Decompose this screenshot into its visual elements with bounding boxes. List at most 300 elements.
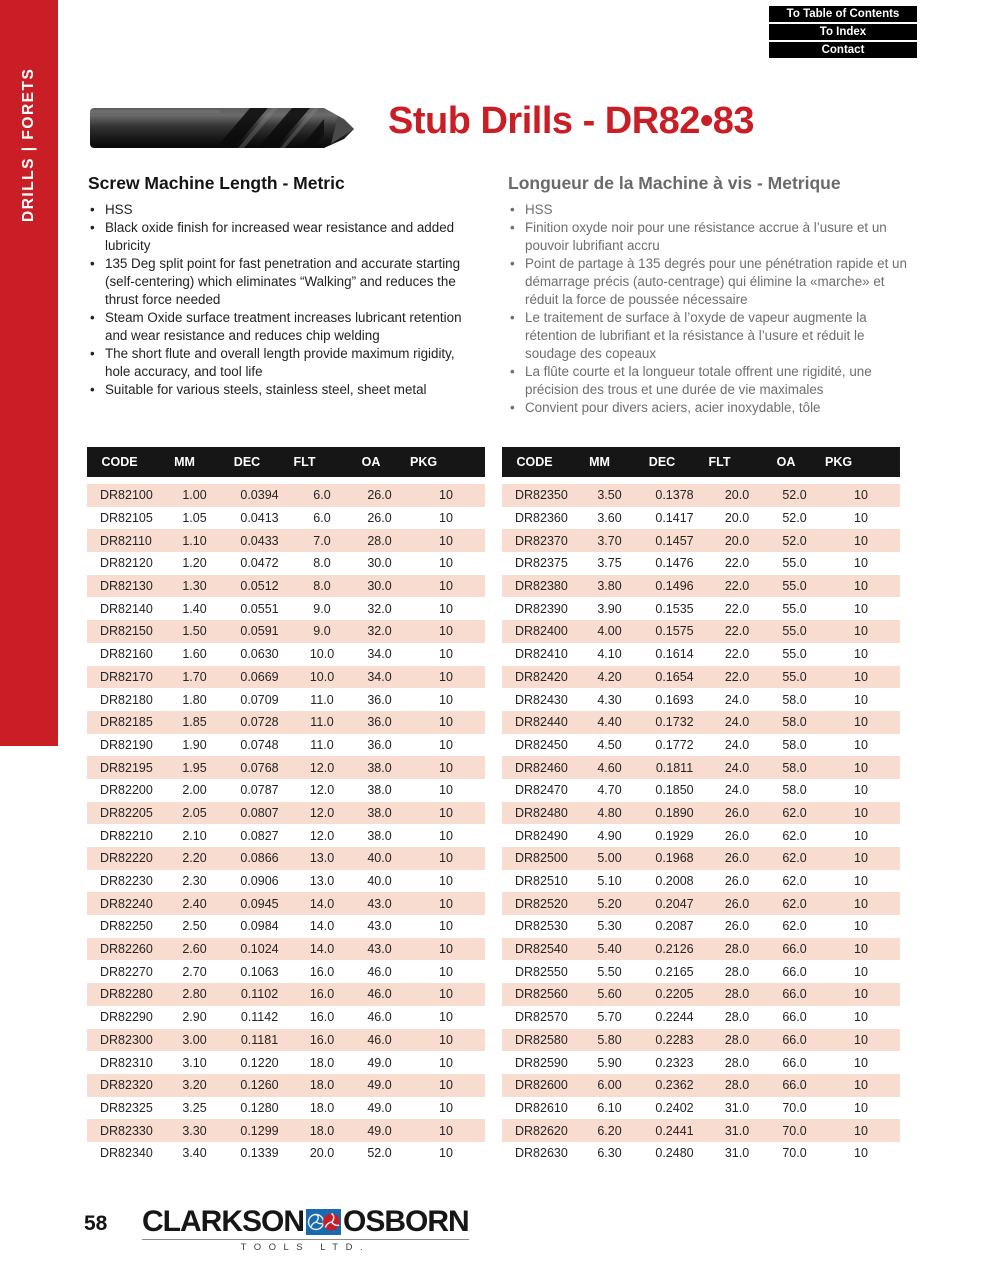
cell-mm: 1.30: [182, 579, 207, 594]
cell-pkg: 10: [439, 828, 453, 843]
cell-flt: 22.0: [724, 579, 750, 594]
cell-oa: 62.0: [782, 874, 807, 889]
cell-pkg: 10: [854, 533, 868, 548]
cell-flt: 20.0: [724, 533, 750, 548]
cell-pkg: 10: [439, 692, 453, 707]
table-body: [502, 484, 900, 1165]
cell-code: DR82500: [515, 851, 568, 866]
cell-mm: 3.40: [182, 1146, 207, 1161]
cell-code: DR82325: [100, 1100, 153, 1115]
cell-code: DR82120: [100, 556, 153, 571]
cell-flt: 22.0: [724, 669, 750, 684]
cell-oa: 46.0: [367, 964, 392, 979]
cell-pkg: 10: [439, 1146, 453, 1161]
table-row: [87, 734, 485, 757]
cell-flt: 24.0: [724, 692, 750, 707]
feature-item: • Point de partage à 135 degrés pour une pénétration rapide et un démarrage précis (auto-centrage) qui élimine la «marche» et réduit la force de poussée nécessaire: [508, 255, 912, 309]
cell-code: DR82140: [100, 601, 153, 616]
cell-code: DR82250: [100, 919, 153, 934]
cell-dec: 0.2480: [655, 1146, 694, 1161]
cell-mm: 3.20: [182, 1078, 207, 1093]
cell-flt: 24.0: [724, 783, 750, 798]
cell-dec: 0.0630: [240, 647, 279, 662]
feature-list-english: [88, 201, 470, 399]
table-row: [87, 1051, 485, 1074]
feature-item: • HSS: [508, 201, 912, 219]
cell-flt: 8.0: [313, 556, 331, 571]
cell-dec: 0.1772: [655, 737, 694, 752]
cell-flt: 20.0: [724, 488, 750, 503]
cell-oa: 46.0: [367, 987, 392, 1002]
cell-pkg: 10: [854, 556, 868, 571]
nav-buttons: [769, 6, 917, 58]
product-table-left: [87, 447, 485, 1165]
cell-pkg: 10: [439, 1010, 453, 1025]
cell-code: DR82380: [515, 579, 568, 594]
table-row: [87, 892, 485, 915]
table-row: [502, 847, 900, 870]
cell-pkg: 10: [439, 805, 453, 820]
cell-flt: 24.0: [724, 715, 750, 730]
cell-oa: 34.0: [367, 647, 392, 662]
cell-code: DR82205: [100, 805, 153, 820]
cell-pkg: 10: [854, 783, 868, 798]
cell-pkg: 10: [854, 1055, 868, 1070]
cell-dec: 0.0669: [240, 669, 279, 684]
cell-flt: 18.0: [309, 1100, 335, 1115]
cell-pkg: 10: [439, 760, 453, 775]
cell-flt: 24.0: [724, 760, 750, 775]
table-row: [87, 643, 485, 666]
cell-pkg: 10: [439, 556, 453, 571]
cell-mm: 2.05: [182, 805, 207, 820]
cell-mm: 4.50: [597, 737, 622, 752]
cell-flt: 12.0: [309, 828, 335, 843]
cell-oa: 58.0: [782, 692, 807, 707]
cell-mm: 4.80: [597, 805, 622, 820]
cell-dec: 0.0591: [240, 624, 279, 639]
cell-dec: 0.2126: [655, 942, 694, 957]
cell-mm: 4.10: [597, 647, 622, 662]
cell-pkg: 10: [854, 1123, 868, 1138]
cell-oa: 55.0: [782, 579, 807, 594]
cell-oa: 70.0: [782, 1123, 807, 1138]
cell-oa: 34.0: [367, 669, 392, 684]
cell-flt: 26.0: [724, 896, 750, 911]
cell-code: DR82100: [100, 488, 153, 503]
table-row: [502, 1119, 900, 1142]
cell-oa: 52.0: [782, 511, 807, 526]
cell-oa: 43.0: [367, 896, 392, 911]
cell-code: DR82320: [100, 1078, 153, 1093]
table-row: [87, 484, 485, 507]
cell-code: DR82105: [100, 511, 153, 526]
cell-mm: 4.90: [597, 828, 622, 843]
cell-mm: 5.80: [597, 1032, 622, 1047]
cell-flt: 9.0: [313, 601, 331, 616]
table-header-cell: DEC: [233, 455, 261, 469]
cell-mm: 5.90: [597, 1055, 622, 1070]
cell-flt: 28.0: [724, 1055, 750, 1070]
table-row: [87, 1097, 485, 1120]
cell-code: DR82480: [515, 805, 568, 820]
cell-oa: 55.0: [782, 647, 807, 662]
cell-code: DR82350: [515, 488, 568, 503]
clarkson-osborn-cutter-logo-icon: [306, 1209, 341, 1235]
cell-pkg: 10: [854, 1078, 868, 1093]
cell-code: DR82190: [100, 737, 153, 752]
cell-code: DR82375: [515, 556, 568, 571]
cell-dec: 0.1654: [655, 669, 694, 684]
cell-dec: 0.1280: [240, 1100, 279, 1115]
cell-code: DR82450: [515, 737, 568, 752]
cell-code: DR82540: [515, 942, 568, 957]
cell-mm: 4.00: [597, 624, 622, 639]
cell-flt: 16.0: [309, 1032, 335, 1047]
cell-mm: 5.40: [597, 942, 622, 957]
cell-mm: 5.30: [597, 919, 622, 934]
cell-mm: 2.60: [182, 942, 207, 957]
cell-oa: 43.0: [367, 942, 392, 957]
cell-code: DR82230: [100, 874, 153, 889]
cell-mm: 2.90: [182, 1010, 207, 1025]
cell-mm: 5.10: [597, 874, 622, 889]
cell-mm: 5.20: [597, 896, 622, 911]
cell-pkg: 10: [854, 488, 868, 503]
cell-dec: 0.1575: [655, 624, 694, 639]
cell-oa: 66.0: [782, 1055, 807, 1070]
feature-item: • Convient pour divers aciers, acier inoxydable, tôle: [508, 399, 912, 417]
cell-pkg: 10: [854, 647, 868, 662]
cell-oa: 55.0: [782, 624, 807, 639]
table-header-cell: MM: [174, 455, 195, 469]
table-row: [87, 756, 485, 779]
cell-mm: 6.10: [597, 1100, 622, 1115]
cell-oa: 38.0: [367, 760, 392, 775]
cell-dec: 0.0709: [240, 692, 279, 707]
cell-dec: 0.2165: [655, 964, 694, 979]
cell-oa: 32.0: [367, 601, 392, 616]
cell-dec: 0.1929: [655, 828, 694, 843]
stub-drill-photo: [88, 95, 360, 157]
table-row: [87, 1074, 485, 1097]
cell-mm: 6.00: [597, 1078, 622, 1093]
cell-flt: 9.0: [313, 624, 331, 639]
cell-flt: 12.0: [309, 760, 335, 775]
cell-dec: 0.1732: [655, 715, 694, 730]
cell-flt: 20.0: [724, 511, 750, 526]
section-heading-english: Screw Machine Length - Metric: [88, 173, 345, 193]
cell-flt: 11.0: [310, 692, 334, 707]
table-header-cell: OA: [776, 455, 796, 469]
cell-code: DR82560: [515, 987, 568, 1002]
cell-dec: 0.2362: [655, 1078, 694, 1093]
cell-pkg: 10: [854, 964, 868, 979]
table-row: [502, 688, 900, 711]
cell-pkg: 10: [439, 783, 453, 798]
cell-code: DR82470: [515, 783, 568, 798]
cell-mm: 3.30: [182, 1123, 207, 1138]
cell-code: DR82440: [515, 715, 568, 730]
cell-pkg: 10: [439, 1100, 453, 1115]
cell-dec: 0.2323: [655, 1055, 694, 1070]
cell-mm: 1.40: [182, 601, 207, 616]
cell-mm: 3.00: [182, 1032, 207, 1047]
cell-mm: 1.60: [182, 647, 207, 662]
cell-oa: 58.0: [782, 783, 807, 798]
cell-flt: 28.0: [724, 942, 750, 957]
cell-pkg: 10: [854, 805, 868, 820]
cell-code: DR82260: [100, 942, 153, 957]
cell-oa: 62.0: [782, 851, 807, 866]
cell-flt: 22.0: [724, 556, 750, 571]
cell-pkg: 10: [854, 1010, 868, 1025]
cell-pkg: 10: [854, 692, 868, 707]
brand-name-osborn: OSBORN: [343, 1205, 469, 1238]
cell-pkg: 10: [854, 1032, 868, 1047]
cell-code: DR82420: [515, 669, 568, 684]
cell-oa: 36.0: [367, 715, 392, 730]
cell-flt: 31.0: [724, 1123, 750, 1138]
cell-pkg: 10: [439, 942, 453, 957]
table-row: [502, 756, 900, 779]
table-header-cell: MM: [589, 455, 610, 469]
nav-button[interactable]: To Index: [769, 24, 917, 40]
cell-oa: 49.0: [367, 1055, 392, 1070]
cell-oa: 26.0: [367, 511, 392, 526]
cell-dec: 0.1457: [655, 533, 694, 548]
table-row: [87, 552, 485, 575]
table-row: [87, 666, 485, 689]
cell-mm: 3.10: [182, 1055, 207, 1070]
feature-item: • Finition oxyde noir pour une résistance accrue à l’usure et un pouvoir lubrifiant accru: [508, 219, 912, 255]
cell-code: DR82160: [100, 647, 153, 662]
feature-item: • La flûte courte et la longueur totale offrent une rigidité, une précision des trous et une durée de vie maximales: [508, 363, 912, 399]
cell-pkg: 10: [439, 987, 453, 1002]
cell-oa: 66.0: [782, 1032, 807, 1047]
cell-dec: 0.1693: [655, 692, 694, 707]
brand-name-clarkson: CLARKSON: [142, 1205, 304, 1238]
cell-dec: 0.0512: [240, 579, 279, 594]
nav-button[interactable]: To Table of Contents: [769, 6, 917, 22]
cell-oa: 66.0: [782, 1078, 807, 1093]
cell-dec: 0.1024: [240, 942, 279, 957]
cell-oa: 58.0: [782, 737, 807, 752]
table-row: [87, 802, 485, 825]
cell-code: DR82170: [100, 669, 153, 684]
cell-pkg: 10: [439, 874, 453, 889]
cell-oa: 43.0: [367, 919, 392, 934]
cell-oa: 46.0: [367, 1010, 392, 1025]
nav-button[interactable]: Contact: [769, 42, 917, 58]
cell-oa: 52.0: [782, 533, 807, 548]
table-header-row: [87, 447, 485, 477]
cell-dec: 0.2205: [655, 987, 694, 1002]
cell-dec: 0.0827: [240, 828, 279, 843]
feature-item: • HSS: [88, 201, 470, 219]
table-row: [502, 575, 900, 598]
table-row: [87, 529, 485, 552]
cell-mm: 4.40: [597, 715, 622, 730]
cell-mm: 2.80: [182, 987, 207, 1002]
cell-pkg: 10: [854, 511, 868, 526]
cell-code: DR82360: [515, 511, 568, 526]
cell-mm: 1.50: [182, 624, 207, 639]
cell-mm: 2.30: [182, 874, 207, 889]
cell-pkg: 10: [439, 851, 453, 866]
cell-pkg: 10: [439, 896, 453, 911]
cell-pkg: 10: [439, 964, 453, 979]
cell-code: DR82340: [100, 1146, 153, 1161]
cell-pkg: 10: [854, 919, 868, 934]
cell-mm: 5.70: [597, 1010, 622, 1025]
sidebar-category-label: DRILLS | FORETS: [20, 67, 37, 223]
table-row: [87, 507, 485, 530]
cell-mm: 1.10: [182, 533, 207, 548]
cell-mm: 2.20: [182, 851, 207, 866]
brand-logo: [142, 1205, 469, 1253]
cell-dec: 0.1535: [655, 601, 694, 616]
cell-flt: 26.0: [724, 874, 750, 889]
cell-oa: 38.0: [367, 805, 392, 820]
cell-flt: 11.0: [310, 737, 334, 752]
cell-dec: 0.1339: [240, 1146, 279, 1161]
cell-flt: 28.0: [724, 1010, 750, 1025]
cell-oa: 49.0: [367, 1078, 392, 1093]
table-row: [502, 938, 900, 961]
cell-oa: 66.0: [782, 942, 807, 957]
table-row: [87, 915, 485, 938]
table-row: [502, 711, 900, 734]
cell-oa: 62.0: [782, 828, 807, 843]
cell-flt: 22.0: [724, 624, 750, 639]
cell-pkg: 10: [854, 579, 868, 594]
cell-dec: 0.0768: [240, 760, 279, 775]
cell-pkg: 10: [854, 601, 868, 616]
cell-code: DR82400: [515, 624, 568, 639]
cell-oa: 52.0: [782, 488, 807, 503]
cell-mm: 2.10: [182, 828, 207, 843]
cell-pkg: 10: [439, 488, 453, 503]
cell-mm: 3.90: [597, 601, 622, 616]
cell-oa: 62.0: [782, 805, 807, 820]
table-row: [502, 1006, 900, 1029]
table-row: [502, 983, 900, 1006]
cell-flt: 14.0: [309, 942, 335, 957]
cell-flt: 18.0: [309, 1078, 335, 1093]
cell-mm: 5.50: [597, 964, 622, 979]
feature-item: • Suitable for various steels, stainless steel, sheet metal: [88, 381, 470, 399]
cell-oa: 49.0: [367, 1123, 392, 1138]
cell-mm: 5.00: [597, 851, 622, 866]
cell-code: DR82630: [515, 1146, 568, 1161]
cell-mm: 1.95: [182, 760, 207, 775]
cell-dec: 0.0984: [240, 919, 279, 934]
table-header-row: [502, 447, 900, 477]
cell-code: DR82150: [100, 624, 153, 639]
cell-mm: 3.25: [182, 1100, 207, 1115]
cell-pkg: 10: [854, 851, 868, 866]
cell-mm: 4.70: [597, 783, 622, 798]
cell-mm: 1.20: [182, 556, 207, 571]
cell-dec: 0.0748: [240, 737, 279, 752]
cell-dec: 0.2441: [655, 1123, 694, 1138]
cell-pkg: 10: [439, 737, 453, 752]
table-row: [502, 734, 900, 757]
cell-pkg: 10: [439, 601, 453, 616]
table-row: [502, 597, 900, 620]
cell-flt: 14.0: [309, 919, 335, 934]
cell-mm: 3.60: [597, 511, 622, 526]
table-row: [87, 779, 485, 802]
cell-code: DR82530: [515, 919, 568, 934]
cell-pkg: 10: [439, 533, 453, 548]
cell-code: DR82570: [515, 1010, 568, 1025]
cell-dec: 0.1102: [240, 987, 279, 1002]
table-header-cell: FLT: [708, 455, 731, 469]
cell-code: DR82370: [515, 533, 568, 548]
cell-oa: 40.0: [367, 851, 392, 866]
cell-flt: 16.0: [309, 987, 335, 1002]
cell-flt: 22.0: [724, 601, 750, 616]
cell-code: DR82520: [515, 896, 568, 911]
cell-code: DR82310: [100, 1055, 153, 1070]
cell-dec: 0.2047: [655, 896, 694, 911]
feature-item: • Steam Oxide surface treatment increases lubricant retention and wear resistance and reduces chip welding: [88, 309, 470, 345]
cell-code: DR82180: [100, 692, 153, 707]
cell-flt: 16.0: [309, 964, 335, 979]
cell-mm: 6.20: [597, 1123, 622, 1138]
cell-oa: 30.0: [367, 556, 392, 571]
cell-pkg: 10: [854, 874, 868, 889]
cell-dec: 0.1260: [240, 1078, 279, 1093]
cell-code: DR82580: [515, 1032, 568, 1047]
cell-flt: 12.0: [309, 805, 335, 820]
product-table-right: [502, 447, 900, 1165]
cell-pkg: 10: [854, 1100, 868, 1115]
cell-oa: 55.0: [782, 601, 807, 616]
cell-oa: 36.0: [367, 737, 392, 752]
cell-oa: 32.0: [367, 624, 392, 639]
table-row: [87, 870, 485, 893]
cell-dec: 0.1968: [655, 851, 694, 866]
cell-flt: 12.0: [309, 783, 335, 798]
cell-flt: 10.0: [309, 647, 335, 662]
table-header-cell: OA: [361, 455, 381, 469]
cell-flt: 31.0: [724, 1146, 750, 1161]
cell-code: DR82600: [515, 1078, 568, 1093]
cell-flt: 20.0: [309, 1146, 335, 1161]
cell-flt: 24.0: [724, 737, 750, 752]
cell-oa: 70.0: [782, 1146, 807, 1161]
page-title: Stub Drills - DR82•83: [388, 100, 755, 142]
brand-subtitle: TOOLS LTD.: [142, 1239, 469, 1253]
cell-flt: 8.0: [313, 579, 331, 594]
cell-flt: 26.0: [724, 805, 750, 820]
cell-oa: 66.0: [782, 987, 807, 1002]
cell-pkg: 10: [439, 1055, 453, 1070]
cell-pkg: 10: [439, 1078, 453, 1093]
cell-oa: 62.0: [782, 896, 807, 911]
cell-dec: 0.2283: [655, 1032, 694, 1047]
cell-flt: 26.0: [724, 919, 750, 934]
feature-item: • Le traitement de surface à l’oxyde de vapeur augmente la rétention de lubrifiant et la résistance à l’usure et réduit le soudage des copeaux: [508, 309, 912, 363]
cell-flt: 28.0: [724, 1078, 750, 1093]
cell-mm: 5.60: [597, 987, 622, 1002]
cell-mm: 4.60: [597, 760, 622, 775]
table-row: [87, 824, 485, 847]
cell-flt: 28.0: [724, 987, 750, 1002]
